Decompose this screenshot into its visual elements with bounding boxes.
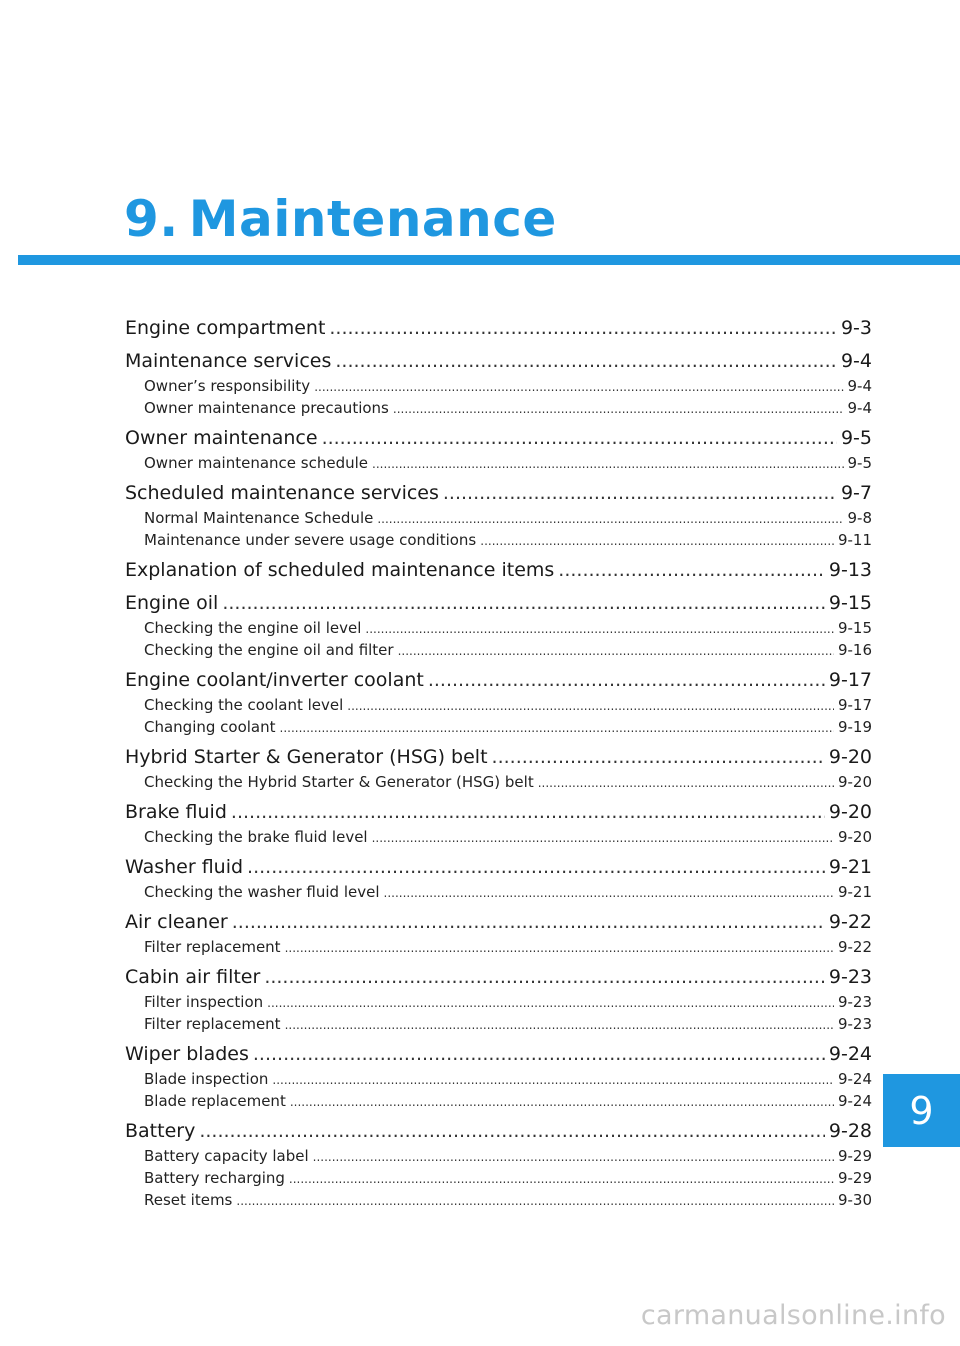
chapter-tab[interactable] <box>883 1074 960 1147</box>
dot-leader <box>264 963 825 991</box>
dot-leader <box>377 508 843 529</box>
toc-subentry[interactable] <box>125 1167 872 1189</box>
toc-entry-page: 9-7 <box>840 482 872 504</box>
dot-leader <box>492 743 825 771</box>
toc-subentry-page: 9-4 <box>847 377 872 395</box>
toc-subentry[interactable] <box>125 881 872 903</box>
toc-entry[interactable] <box>125 556 872 584</box>
dot-leader <box>267 992 834 1013</box>
dot-leader <box>538 772 834 793</box>
toc-entry[interactable] <box>125 479 872 507</box>
toc-entry[interactable] <box>125 963 872 991</box>
toc-subentry-label: Filter inspection <box>144 993 264 1011</box>
toc-entry-page: 9-24 <box>828 1043 872 1065</box>
dot-leader <box>272 1069 834 1090</box>
dot-leader <box>384 882 834 903</box>
table-of-contents <box>125 314 872 1211</box>
toc-entry[interactable] <box>125 908 872 936</box>
toc-subentry-label: Maintenance under severe usage conditions <box>144 531 477 549</box>
chapter-title <box>124 188 557 250</box>
toc-section <box>125 589 872 661</box>
dot-leader <box>236 1190 834 1211</box>
toc-entry[interactable] <box>125 853 872 881</box>
toc-subentry[interactable] <box>125 1189 872 1211</box>
dot-leader <box>322 424 837 452</box>
toc-subentry-label: Checking the coolant level <box>144 696 344 714</box>
dot-leader <box>558 556 825 584</box>
dot-leader <box>365 618 834 639</box>
toc-entry[interactable] <box>125 798 872 826</box>
dot-leader <box>428 666 825 694</box>
toc-subentry-label: Normal Maintenance Schedule <box>144 509 374 527</box>
toc-subentry[interactable] <box>125 375 872 397</box>
toc-entry-label: Engine coolant/inverter coolant <box>125 669 424 691</box>
toc-subentry[interactable] <box>125 936 872 958</box>
toc-section <box>125 666 872 738</box>
toc-entry-page: 9-20 <box>828 801 872 823</box>
toc-subentry[interactable] <box>125 1013 872 1035</box>
dot-leader <box>347 695 834 716</box>
dot-leader <box>247 853 825 881</box>
dot-leader <box>285 937 834 958</box>
toc-subentry[interactable] <box>125 694 872 716</box>
toc-subentry[interactable] <box>125 507 872 529</box>
toc-entry-label: Engine oil <box>125 592 219 614</box>
toc-subentry[interactable] <box>125 1145 872 1167</box>
toc-subentry-page: 9-11 <box>837 531 872 549</box>
toc-entry-page: 9-5 <box>840 427 872 449</box>
toc-entry-label: Brake fluid <box>125 801 227 823</box>
toc-subentry-page: 9-20 <box>837 828 872 846</box>
toc-subentry[interactable] <box>125 397 872 419</box>
toc-entry[interactable] <box>125 1117 872 1145</box>
toc-subentry-page: 9-30 <box>837 1191 872 1209</box>
toc-entry-page: 9-22 <box>828 911 872 933</box>
toc-subentry-label: Checking the brake fluid level <box>144 828 368 846</box>
toc-entry-page: 9-3 <box>840 317 872 339</box>
toc-entry-page: 9-13 <box>828 559 872 581</box>
toc-subentry-label: Checking the engine oil level <box>144 619 362 637</box>
toc-subentry-page: 9-20 <box>837 773 872 791</box>
toc-subentry-label: Reset items <box>144 1191 233 1209</box>
dot-leader <box>480 530 834 551</box>
toc-entry[interactable] <box>125 589 872 617</box>
dot-leader <box>372 827 834 848</box>
toc-entry-label: Washer fluid <box>125 856 244 878</box>
toc-entry-page: 9-17 <box>828 669 872 691</box>
toc-entry-label: Cabin air filter <box>125 966 261 988</box>
dot-leader <box>253 1040 825 1068</box>
toc-entry[interactable] <box>125 314 872 342</box>
dot-leader <box>398 640 834 661</box>
toc-subentry-page: 9-19 <box>837 718 872 736</box>
dot-leader <box>280 717 834 738</box>
dot-leader <box>372 453 843 474</box>
toc-subentry-page: 9-29 <box>837 1169 872 1187</box>
chapter-title-text: Maintenance <box>188 190 557 248</box>
toc-subentry-label: Checking the engine oil and filter <box>144 641 394 659</box>
toc-entry-page: 9-21 <box>828 856 872 878</box>
toc-subentry-page: 9-22 <box>837 938 872 956</box>
toc-entry-page: 9-15 <box>828 592 872 614</box>
toc-subentry-page: 9-16 <box>837 641 872 659</box>
toc-subentry-page: 9-17 <box>837 696 872 714</box>
dot-leader <box>393 398 844 419</box>
toc-subentry-page: 9-24 <box>837 1070 872 1088</box>
toc-subentry-page: 9-29 <box>837 1147 872 1165</box>
toc-section <box>125 479 872 551</box>
toc-section <box>125 347 872 419</box>
toc-entry[interactable] <box>125 666 872 694</box>
toc-subentry-page: 9-21 <box>837 883 872 901</box>
toc-entry-page: 9-4 <box>840 350 872 372</box>
toc-subentry-label: Changing coolant <box>144 718 276 736</box>
toc-section <box>125 1117 872 1211</box>
toc-subentry-page: 9-4 <box>847 399 872 417</box>
toc-section <box>125 798 872 848</box>
toc-entry-label: Hybrid Starter & Generator (HSG) belt <box>125 746 488 768</box>
toc-entry-label: Explanation of scheduled maintenance items <box>125 559 555 581</box>
title-rule <box>18 255 960 265</box>
dot-leader <box>199 1117 825 1145</box>
chapter-number: 9. <box>124 190 179 248</box>
toc-subentry-page: 9-15 <box>837 619 872 637</box>
toc-subentry-page: 9-23 <box>837 993 872 1011</box>
toc-entry[interactable] <box>125 1040 872 1068</box>
toc-entry[interactable] <box>125 743 872 771</box>
toc-subentry[interactable] <box>125 1068 872 1090</box>
toc-section <box>125 1040 872 1112</box>
toc-subentry-label: Battery capacity label <box>144 1147 309 1165</box>
toc-entry-page: 9-28 <box>828 1120 872 1142</box>
toc-entry-label: Battery <box>125 1120 196 1142</box>
toc-subentry[interactable] <box>125 991 872 1013</box>
dot-leader <box>231 798 825 826</box>
toc-subentry-page: 9-23 <box>837 1015 872 1033</box>
toc-subentry-page: 9-8 <box>847 509 872 527</box>
toc-subentry-page: 9-24 <box>837 1092 872 1110</box>
toc-entry[interactable] <box>125 424 872 452</box>
toc-section <box>125 908 872 958</box>
toc-entry-label: Wiper blades <box>125 1043 249 1065</box>
toc-section <box>125 743 872 793</box>
toc-entry-label: Engine compartment <box>125 317 326 339</box>
toc-subentry[interactable] <box>125 529 872 551</box>
toc-subentry-label: Blade inspection <box>144 1070 269 1088</box>
toc-entry-label: Maintenance services <box>125 350 332 372</box>
toc-entry[interactable] <box>125 347 872 375</box>
toc-subentry-label: Battery recharging <box>144 1169 285 1187</box>
toc-subentry[interactable] <box>125 639 872 661</box>
toc-entry-page: 9-20 <box>828 746 872 768</box>
toc-entry-page: 9-23 <box>828 966 872 988</box>
toc-subentry[interactable] <box>125 452 872 474</box>
toc-subentry-label: Filter replacement <box>144 1015 281 1033</box>
dot-leader <box>329 314 837 342</box>
toc-entry-label: Scheduled maintenance services <box>125 482 439 504</box>
toc-section <box>125 963 872 1035</box>
toc-subentry[interactable] <box>125 1090 872 1112</box>
toc-section <box>125 314 872 342</box>
toc-subentry-label: Owner maintenance schedule <box>144 454 369 472</box>
toc-subentry[interactable] <box>125 771 872 793</box>
toc-subentry[interactable] <box>125 826 872 848</box>
toc-subentry[interactable] <box>125 716 872 738</box>
toc-subentry-label: Owner maintenance precautions <box>144 399 389 417</box>
toc-subentry-label: Checking the Hybrid Starter & Generator (HSG) belt <box>144 773 534 791</box>
toc-subentry-label: Owner’s responsibility <box>144 377 311 395</box>
toc-section <box>125 424 872 474</box>
dot-leader <box>289 1168 834 1189</box>
dot-leader <box>290 1091 834 1112</box>
toc-subentry-label: Filter replacement <box>144 938 281 956</box>
dot-leader <box>314 376 843 397</box>
dot-leader <box>285 1014 834 1035</box>
toc-section <box>125 556 872 584</box>
dot-leader <box>443 479 837 507</box>
toc-entry-label: Air cleaner <box>125 911 228 933</box>
toc-subentry-label: Blade replacement <box>144 1092 286 1110</box>
toc-subentry-label: Checking the washer fluid level <box>144 883 380 901</box>
toc-subentry[interactable] <box>125 617 872 639</box>
dot-leader <box>313 1146 834 1167</box>
toc-subentry-page: 9-5 <box>847 454 872 472</box>
dot-leader <box>232 908 825 936</box>
dot-leader <box>335 347 837 375</box>
toc-entry-label: Owner maintenance <box>125 427 318 449</box>
dot-leader <box>222 589 825 617</box>
watermark: carmanualsonline.info <box>640 1300 946 1331</box>
toc-section <box>125 853 872 903</box>
chapter-tab-label: 9 <box>909 1088 934 1133</box>
